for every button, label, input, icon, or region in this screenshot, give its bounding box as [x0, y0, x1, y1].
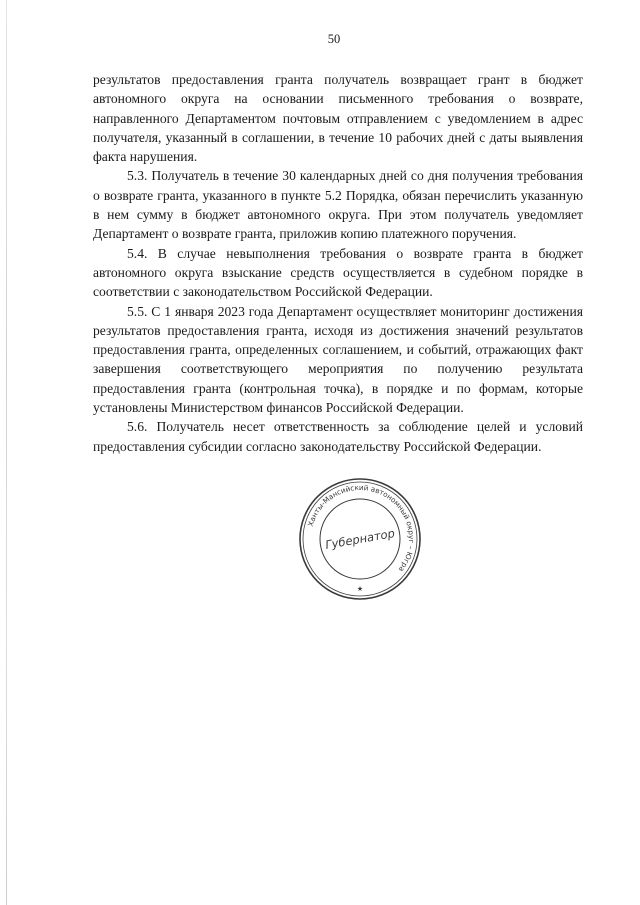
stamp-ring-textpath: Ханты-Мансийский автономный округ – Югра — [305, 482, 417, 574]
paragraph-5-4: 5.4. В случае невыполнения требования о возврате гранта в бюджет автономного округа взыскание средств осуществляется в судебном порядке в соответствии с законодательством Российской Федерации. — [93, 245, 583, 300]
paragraph-continuation: результатов предоставления гранта получатель возвращает грант в бюджет автономного округа на основании письменного требования о возврате, направленного Департаментом почтовым отправлением с уведомлением в адрес получателя, указанный в соглашении, в течение 10 рабочих дней с даты выявления факта нарушения. — [93, 72, 583, 165]
stamp-center-text: Губернатор — [324, 526, 396, 552]
paragraph-5-6: 5.6. Получатель несет ответственность за соблюдение целей и условий предоставления субсидии согласно законодательству Российской Федерации. — [93, 419, 583, 454]
paragraph-5-3: 5.3. Получатель в течение 30 календарных дней со дня получения требования о возврате гранта, указанного в пункте 5.2 Порядка, обязан перечислить указанную в нем сумму в бюджет автономного округа. При этом получатель уведомляет Департамент о возврате гранта, приложив копию платежного поручения. — [93, 168, 583, 242]
paragraph-5-5: 5.5. С 1 января 2023 года Департамент осуществляет мониторинг достижения результатов предоставления гранта, исходя из достижения значений результатов предоставления гранта, определенных соглашением, и событий, отражающих факт завершения соответствующего мероприятия по получению результата предоставления гранта (контрольная точка), в порядке и по формам, которые установлены Министерством финансов Российской Федерации. — [93, 303, 583, 416]
page-number: 50 — [327, 32, 341, 46]
stamp-star-mark: ★ — [356, 585, 364, 593]
official-stamp — [287, 475, 433, 603]
stamp-seal-graphic — [287, 475, 433, 603]
scan-edge-shadow — [6, 0, 7, 905]
document-body — [93, 70, 583, 456]
